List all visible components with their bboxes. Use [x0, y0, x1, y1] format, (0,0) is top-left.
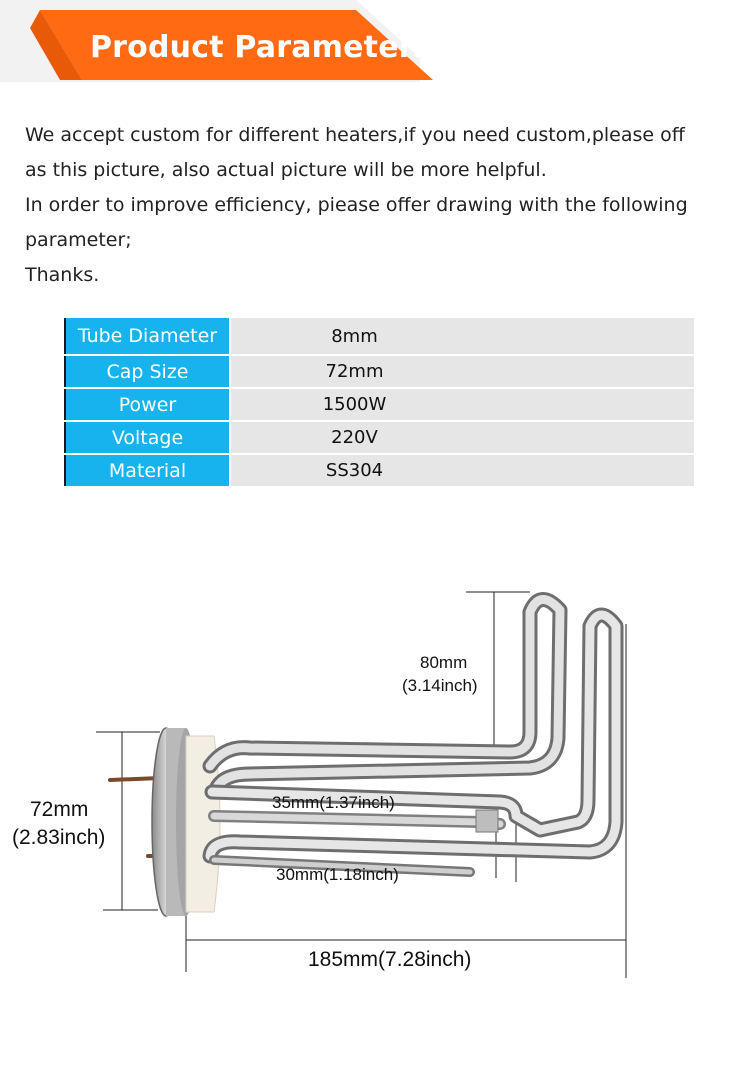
dim-cap-inch: (2.83inch): [12, 826, 106, 849]
intro-line: Thanks.: [25, 264, 100, 286]
table-row: [65, 421, 694, 454]
param-label: Material: [65, 454, 230, 487]
dim-cap-mm: 72mm: [30, 798, 89, 821]
param-value: [230, 318, 694, 355]
param-label: Tube Diameter: [65, 318, 230, 355]
param-value: [230, 421, 694, 454]
heating-tubes: [210, 599, 616, 872]
table-row: [65, 318, 694, 355]
intro-text: [25, 118, 745, 293]
param-value-text: 8mm: [331, 325, 378, 347]
dim-height-mm: 80mm: [420, 653, 468, 672]
param-value-text: 1500W: [322, 394, 387, 415]
dim-inner-bottom: 30mm(1.18inch): [276, 865, 399, 884]
param-value-text: 220V: [331, 427, 378, 448]
param-value: [230, 355, 694, 388]
param-label: Voltage: [65, 421, 230, 454]
param-value: [230, 454, 694, 487]
dim-height-inch: (3.14inch): [402, 676, 478, 695]
param-value-text: SS304: [325, 460, 384, 481]
param-value: [230, 388, 694, 421]
dim-inner-top: 35mm(1.37inch): [272, 793, 395, 812]
dim-length: 185mm(7.28inch): [308, 948, 472, 971]
intro-line: parameter;: [25, 229, 132, 251]
intro-line: We accept custom for different heaters,if you need custom,please off: [25, 124, 685, 146]
table-row: [65, 454, 694, 487]
param-label: Power: [65, 388, 230, 421]
param-label: Cap Size: [65, 355, 230, 388]
heater-diagram: [0, 560, 750, 1000]
table-row: [65, 355, 694, 388]
section-banner: [0, 0, 750, 90]
intro-line: In order to improve efficiency, piease offer drawing with the following: [25, 194, 688, 216]
heater-illustration: [0, 560, 750, 1000]
table-row: [65, 388, 694, 421]
param-value-text: 72mm: [325, 361, 384, 382]
parameter-table: [64, 318, 694, 488]
intro-line: as this picture, also actual picture will be more helpful.: [25, 159, 547, 181]
banner-title: Product Parameters: [90, 30, 432, 65]
